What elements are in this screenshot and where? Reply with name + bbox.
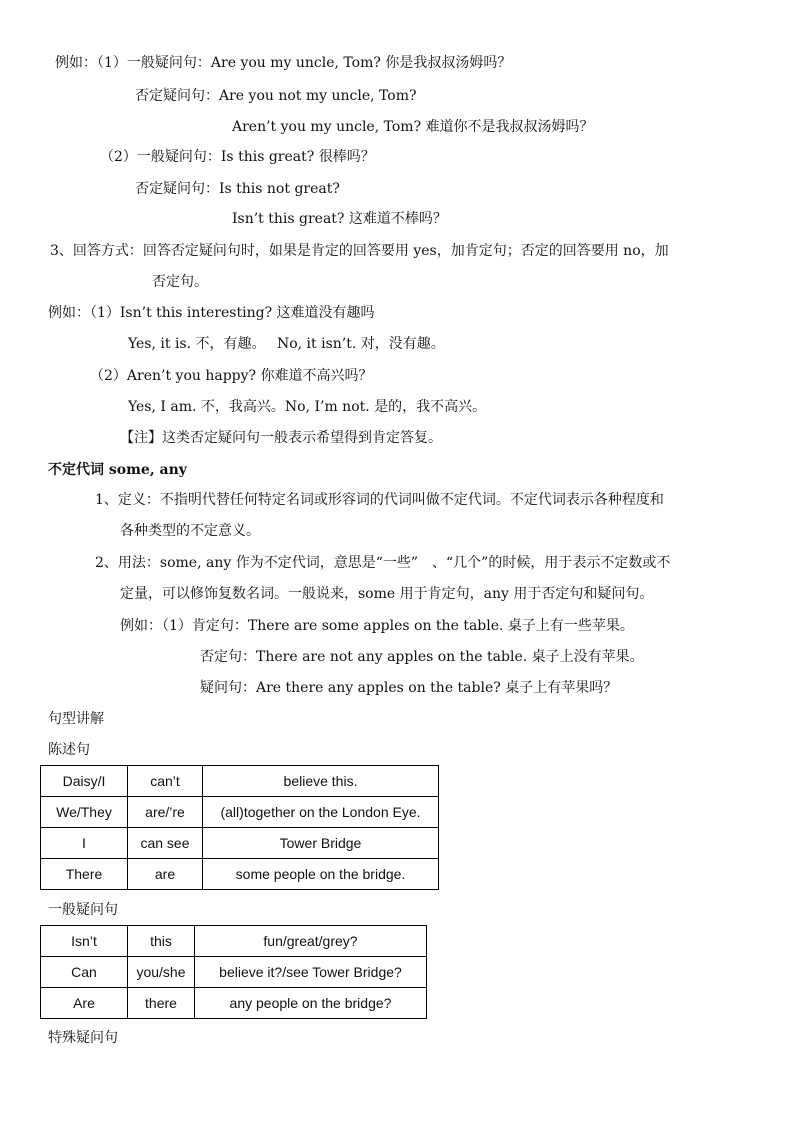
- table-cell: Isn’t: [41, 926, 128, 957]
- example-1-general-question: 例如：（1）一般疑问句：Are you my uncle, Tom? 你是我叔叔汤姆吗？: [55, 55, 512, 71]
- definition: 1、定义：不指明代替任何特定名词或形容词的代词叫做不定代词。不定代词表示各种程度和: [95, 492, 664, 508]
- table-cell: can’t: [128, 766, 203, 797]
- table-cell: We/They: [41, 797, 128, 828]
- section-heading-indefinite-pronouns: 不定代词 some, any: [48, 462, 187, 478]
- table-cell: any people on the bridge?: [195, 988, 427, 1019]
- usage-example-negative: 否定句：There are not any apples on the table. 桌子上没有苹果。: [200, 649, 644, 665]
- example-1-contracted-question: Aren’t you my uncle, Tom? 难道你不是我叔叔汤姆吗？: [232, 119, 594, 135]
- usage-example-affirmative: 例如：（1）肯定句：There are some apples on the table. 桌子上有一些苹果。: [120, 618, 634, 634]
- table-row: [41, 797, 439, 828]
- example-2-contracted-question: Isn’t this great? 这难道不棒吗？: [232, 211, 447, 227]
- table-cell: fun/great/grey?: [195, 926, 427, 957]
- table-cell: some people on the bridge.: [203, 859, 439, 890]
- answer-example-1: 例如：（1）Isn’t this interesting? 这难道没有趣吗: [48, 305, 375, 321]
- table-row: [41, 766, 439, 797]
- table-cell: believe this.: [203, 766, 439, 797]
- general-question-table: [40, 925, 427, 1019]
- table-cell: Tower Bridge: [203, 828, 439, 859]
- table-cell: I: [41, 828, 128, 859]
- table-cell: this: [128, 926, 195, 957]
- declarative-heading: 陈述句: [48, 742, 90, 758]
- usage-continued: 定量，可以修饰复数名词。一般说来，some 用于肯定句，any 用于否定句和疑问句。: [120, 586, 654, 602]
- table-row: [41, 926, 427, 957]
- example-2-general-question: （2）一般疑问句：Is this great? 很棒吗？: [100, 149, 375, 165]
- usage: 2、用法：some, any 作为不定代词，意思是“一些” 、“几个”的时候，用于表示不定数或不: [95, 555, 671, 571]
- note: 【注】这类否定疑问句一般表示希望得到肯定答复。: [120, 430, 442, 446]
- answer-method-rule-continued: 否定句。: [152, 274, 208, 290]
- table-cell: are: [128, 859, 203, 890]
- answer-example-1-responses: Yes, it is. 不，有趣。 No, it isn’t. 对，没有趣。: [128, 336, 445, 352]
- general-question-heading: 一般疑问句: [48, 902, 118, 918]
- table-row: [41, 859, 439, 890]
- table-cell: there: [128, 988, 195, 1019]
- table-row: [41, 828, 439, 859]
- sentence-patterns-heading: 句型讲解: [48, 711, 104, 727]
- definition-continued: 各种类型的不定意义。: [120, 523, 260, 539]
- table-cell: Daisy/I: [41, 766, 128, 797]
- table-cell: believe it?/see Tower Bridge?: [195, 957, 427, 988]
- usage-example-question: 疑问句：Are there any apples on the table? 桌子上有苹果吗？: [200, 680, 618, 696]
- table-row: [41, 957, 427, 988]
- answer-method-rule: 3、回答方式：回答否定疑问句时，如果是肯定的回答要用 yes，加肯定句；否定的回答要用 no，加: [50, 243, 669, 259]
- table-cell: Can: [41, 957, 128, 988]
- declarative-table: [40, 765, 439, 890]
- table-cell: can see: [128, 828, 203, 859]
- answer-example-2: （2）Aren’t you happy? 你难道不高兴吗？: [90, 368, 373, 384]
- table-cell: Are: [41, 988, 128, 1019]
- example-1-negative-question: 否定疑问句：Are you not my uncle, Tom?: [135, 88, 417, 104]
- table-cell: are/’re: [128, 797, 203, 828]
- table-row: [41, 988, 427, 1019]
- table-cell: (all)together on the London Eye.: [203, 797, 439, 828]
- table-cell: There: [41, 859, 128, 890]
- answer-example-2-responses: Yes, I am. 不，我高兴。No, I’m not. 是的，我不高兴。: [128, 399, 487, 415]
- example-2-negative-question: 否定疑问句：Is this not great?: [135, 181, 340, 197]
- special-question-heading: 特殊疑问句: [48, 1030, 118, 1046]
- table-cell: you/she: [128, 957, 195, 988]
